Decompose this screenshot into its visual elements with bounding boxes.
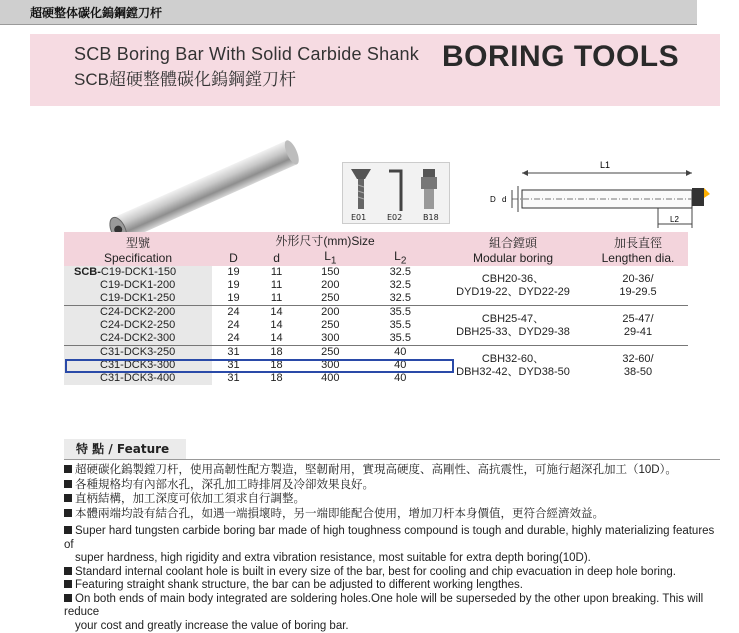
catalog-header bbox=[30, 34, 720, 106]
accessory-label-b18: B18 bbox=[423, 213, 439, 222]
head-line-2: DYD19-22、DYD22-29 bbox=[438, 286, 588, 299]
brand-heading: BORING TOOLS bbox=[442, 40, 679, 74]
feature-en-line bbox=[64, 620, 720, 633]
header-extension bbox=[588, 232, 688, 266]
cell-D: 24 bbox=[212, 306, 255, 320]
cell-D: 31 bbox=[212, 372, 255, 385]
ext-line-2: 29-41 bbox=[588, 326, 688, 339]
cell-L2: 35.5 bbox=[363, 306, 438, 320]
feature-en-text: Featuring straight shank structure, the bar can be adjusted to different working lengthes. bbox=[75, 579, 523, 591]
bullet-square-icon bbox=[64, 494, 72, 502]
header-dimensions: 外形尺寸(mm)Size bbox=[212, 232, 438, 249]
head-line-2: DBH32-42、DYD38-50 bbox=[438, 366, 588, 379]
cell-d: 11 bbox=[255, 279, 298, 292]
model-prefix: SCB- bbox=[74, 266, 101, 278]
feature-en-text: Standard internal coolant hole is built in every size of the bar, best for cooling and chip evacuation in deep hole boring. bbox=[75, 566, 676, 578]
feature-zh-item bbox=[64, 493, 720, 507]
header-model bbox=[64, 232, 212, 266]
header-ext-en: Lengthen dia. bbox=[588, 251, 688, 265]
cell-L1: 250 bbox=[298, 292, 363, 306]
feature-heading: 特 點 / Feature bbox=[64, 439, 186, 459]
modular-head-group-1 bbox=[438, 266, 588, 306]
header-col-d: d bbox=[255, 249, 298, 266]
cell-d: 14 bbox=[255, 306, 298, 320]
bullet-square-icon bbox=[64, 594, 72, 602]
feature-en-line bbox=[64, 579, 720, 593]
cell-D: 19 bbox=[212, 292, 255, 306]
title-chinese: SCB超硬整體碳化鎢鋼鏜刀杆 bbox=[74, 65, 296, 90]
header-head-en: Modular boring bbox=[438, 251, 588, 265]
cell-D: 24 bbox=[212, 319, 255, 332]
table-row bbox=[64, 346, 688, 360]
model-cell: C31-DCK3-250 bbox=[64, 346, 212, 360]
head-line-1: CBH32-60、 bbox=[438, 353, 588, 366]
cell-L1: 150 bbox=[298, 266, 363, 279]
feature-list-english bbox=[64, 525, 720, 633]
cell-L1: 400 bbox=[298, 372, 363, 385]
bullet-square-icon bbox=[64, 509, 72, 517]
header-L1-letter: L bbox=[324, 249, 331, 263]
header-col-D: D bbox=[212, 249, 255, 266]
extension-group-3 bbox=[588, 346, 688, 386]
model-cell: C24-DCK2-250 bbox=[64, 319, 212, 332]
bullet-square-icon bbox=[64, 567, 72, 575]
model-cell: C24-DCK2-200 bbox=[64, 306, 212, 320]
cell-L1: 250 bbox=[298, 319, 363, 332]
feature-zh-item bbox=[64, 479, 720, 493]
cell-L2: 40 bbox=[363, 346, 438, 360]
cell-d: 14 bbox=[255, 319, 298, 332]
model-cell: C24-DCK2-300 bbox=[64, 332, 212, 346]
header-model-en: Specification bbox=[64, 251, 212, 265]
ext-line-1: 20-36/ bbox=[588, 273, 688, 286]
screw-icon bbox=[349, 167, 373, 213]
header-ext-zh: 加長直徑 bbox=[588, 234, 688, 251]
feature-en-line bbox=[64, 552, 720, 566]
header-L1-sub: 1 bbox=[331, 255, 337, 266]
feature-en-text: Super hard tungsten carbide boring bar made of high toughness compound is tough and durable, highly materializing features of bbox=[64, 525, 714, 551]
dim-d-label: d bbox=[502, 195, 506, 204]
bullet-square-icon bbox=[64, 526, 72, 534]
top-title-bar bbox=[0, 0, 697, 25]
accessory-box bbox=[342, 162, 450, 224]
key-icon bbox=[383, 167, 407, 213]
title-english: SCB Boring Bar With Solid Carbide Shank bbox=[74, 44, 419, 65]
cell-D: 31 bbox=[212, 359, 255, 372]
cell-L2: 32.5 bbox=[363, 292, 438, 306]
cell-L2: 40 bbox=[363, 372, 438, 385]
feature-en-text: your cost and greatly increase the value of boring bar. bbox=[75, 620, 349, 632]
header-modular-head bbox=[438, 232, 588, 266]
model-name: C19-DCK1-150 bbox=[101, 266, 176, 278]
header-L2-letter: L bbox=[394, 249, 401, 263]
model-cell: C31-DCK3-300 bbox=[64, 359, 212, 372]
feature-en-line bbox=[64, 593, 720, 620]
cell-D: 24 bbox=[212, 332, 255, 346]
cell-L2: 32.5 bbox=[363, 279, 438, 292]
cell-L1: 200 bbox=[298, 306, 363, 320]
header-col-L2 bbox=[363, 249, 438, 266]
bullet-square-icon bbox=[64, 465, 72, 473]
head-line-2: DBH25-33、DYD29-38 bbox=[438, 326, 588, 339]
table-row bbox=[64, 266, 688, 279]
cell-d: 14 bbox=[255, 332, 298, 346]
bullet-square-icon bbox=[64, 580, 72, 588]
cell-L2: 35.5 bbox=[363, 319, 438, 332]
accessory-label-e01: E01 bbox=[351, 213, 366, 222]
cell-D: 19 bbox=[212, 279, 255, 292]
modular-head-group-3 bbox=[438, 346, 588, 386]
catalog-card bbox=[30, 34, 720, 583]
cell-d: 18 bbox=[255, 346, 298, 360]
feature-zh-text: 超硬碳化鎢製鏜刀杆，使用高韌性配方製造，堅韌耐用，實現高硬度、高剛性、高抗震性，可施行超深孔加工（10D）。 bbox=[75, 464, 677, 476]
cell-D: 19 bbox=[212, 266, 255, 279]
cell-D: 31 bbox=[212, 346, 255, 360]
ext-line-2: 19-29.5 bbox=[588, 286, 688, 299]
feature-en-text: On both ends of main body integrated are soldering holes.One hole will be superseded by the other upon breaking. This will reduce bbox=[64, 593, 703, 619]
cell-L1: 200 bbox=[298, 279, 363, 292]
ext-line-1: 32-60/ bbox=[588, 353, 688, 366]
feature-zh-item bbox=[64, 464, 720, 478]
accessory-label-e02: E02 bbox=[387, 213, 402, 222]
feature-zh-text: 直柄結構，加工深度可依加工須求自行調整。 bbox=[75, 493, 305, 505]
cell-L2: 40 bbox=[363, 359, 438, 372]
header-head-zh: 組合鏜頭 bbox=[438, 234, 588, 251]
extension-group-2 bbox=[588, 306, 688, 346]
header-col-L1 bbox=[298, 249, 363, 266]
header-model-zh: 型號 bbox=[64, 234, 212, 251]
cell-d: 11 bbox=[255, 266, 298, 279]
feature-list-chinese bbox=[64, 464, 720, 521]
header-L2-sub: 2 bbox=[401, 255, 407, 266]
feature-en-text: super hardness, high rigidity and extra vibration resistance, most suitable for extra depth boring(10D). bbox=[75, 552, 591, 564]
feature-en-line bbox=[64, 566, 720, 580]
model-cell: C19-DCK1-200 bbox=[64, 279, 212, 292]
head-line-1: CBH20-36、 bbox=[438, 273, 588, 286]
model-cell: C31-DCK3-400 bbox=[64, 372, 212, 385]
extension-group-1 bbox=[588, 266, 688, 306]
cell-L1: 250 bbox=[298, 346, 363, 360]
cell-L2: 35.5 bbox=[363, 332, 438, 346]
row-highlight-box bbox=[65, 359, 454, 373]
cell-d: 18 bbox=[255, 372, 298, 385]
feature-en-line bbox=[64, 525, 720, 552]
feature-zh-item bbox=[64, 508, 720, 522]
feature-zh-text: 本體兩端均設有結合孔，如遇一端損壞時，另一端即能配合使用，增加刀杆本身價值，更符合經濟效益。 bbox=[75, 508, 604, 520]
dim-l1-label: L1 bbox=[600, 160, 610, 170]
dim-big-d-label: D bbox=[490, 195, 496, 204]
ext-line-2: 38-50 bbox=[588, 366, 688, 379]
cell-L2: 32.5 bbox=[363, 266, 438, 279]
cell-L1: 300 bbox=[298, 332, 363, 346]
feature-divider bbox=[64, 459, 720, 460]
cell-L1: 300 bbox=[298, 359, 363, 372]
cell-d: 11 bbox=[255, 292, 298, 306]
bullet-square-icon bbox=[64, 480, 72, 488]
dim-l2-label: L2 bbox=[670, 215, 679, 224]
head-line-1: CBH25-47、 bbox=[438, 313, 588, 326]
table-row bbox=[64, 306, 688, 320]
feature-list bbox=[64, 464, 720, 633]
model-cell: C19-DCK1-250 bbox=[64, 292, 212, 306]
cell-d: 18 bbox=[255, 359, 298, 372]
coolant-nozzle-icon bbox=[415, 167, 443, 213]
top-title: 超硬整体碳化鎢鋼鏜刀杆 bbox=[30, 4, 162, 21]
modular-head-group-2 bbox=[438, 306, 588, 346]
ext-line-1: 25-47/ bbox=[588, 313, 688, 326]
model-cell bbox=[64, 266, 212, 279]
feature-zh-text: 各種規格均有內部水孔，深孔加工時排屑及冷卻效果良好。 bbox=[75, 479, 374, 491]
